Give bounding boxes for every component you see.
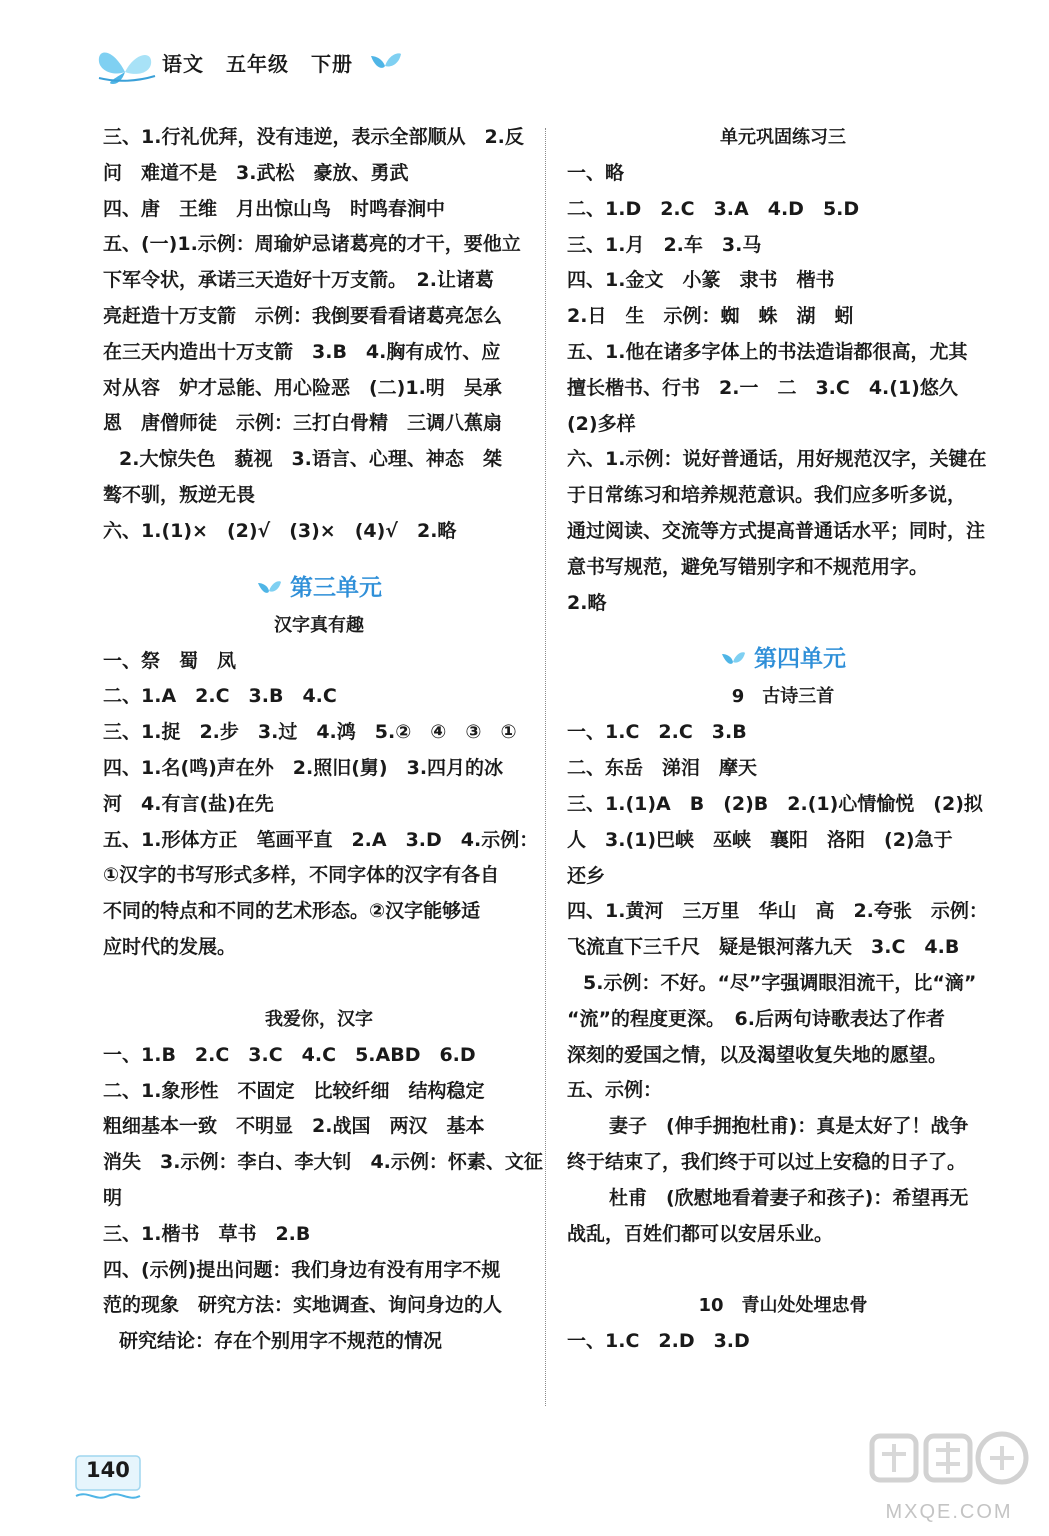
dialogue-line: 终于结束了，我们终于可以过上安稳的日子了。 <box>567 1150 967 1173</box>
butterfly-logo-icon <box>95 42 157 86</box>
answer-block-4 <box>567 156 999 621</box>
answer-line: 四、1.名(鸣)声在外 2.照旧(舅) 3.四月的冰 <box>103 756 504 779</box>
answer-line: 骜不驯，叛逆无畏 <box>103 483 256 506</box>
section-title: 10 青山处处埋忠骨 <box>698 1295 868 1317</box>
right-column <box>567 120 999 1360</box>
answer-line: 五、(一)1.示例：周瑜妒忌诸葛亮的才干，要他立 <box>103 233 521 256</box>
answer-block-3 <box>103 1038 543 1360</box>
answer-line: 五、1.他在诸多字体上的书法造诣都很高，尤其 <box>567 340 968 363</box>
answer-line: 不同的特点和不同的艺术形态。②汉字能够适 <box>103 900 481 923</box>
leaf-icon <box>720 650 746 668</box>
answer-line: 5.示例：不好。“尽”字强调眼泪流干，比“滴” <box>583 971 977 994</box>
answer-line: 粗细基本一致 不明显 2.战国 两汉 基本 <box>103 1115 485 1138</box>
answer-line: 对从容 妒才忌能、用心险恶 (二)1.明 吴承 <box>103 376 502 399</box>
section-title: 汉字真有趣 <box>274 614 364 636</box>
answer-block-1 <box>103 120 535 550</box>
answer-line: 于日常练习和培养规范意识。我们应多听多说， <box>567 484 967 507</box>
answer-line: 问 难道不是 3.武松 豪放、勇武 <box>103 161 409 184</box>
answer-line: 一、略 <box>567 162 625 184</box>
watermark-text: MXQE.COM <box>885 1501 1013 1523</box>
answer-line: 四、1.黄河 三万里 华山 高 2.夸张 示例： <box>567 900 988 923</box>
watermark-logo-icon <box>864 1424 1034 1504</box>
answer-block-5 <box>567 715 999 1109</box>
answer-line: 应时代的发展。 <box>103 935 237 958</box>
answer-line: 三、1.(1)A B (2)B 2.(1)心情愉悦 (2)拟 <box>567 792 983 815</box>
answer-line: ①汉字的书写形式多样，不同字体的汉字有各自 <box>103 864 500 887</box>
header-volume: 下册 <box>311 52 353 76</box>
answer-line: 一、1.C 2.D 3.D <box>567 1330 750 1353</box>
unit-heading <box>103 568 535 608</box>
answer-line: 亮赶造十万支箭 示例：我倒要看看诸葛亮怎么 <box>103 304 503 327</box>
dialogue-line: 战乱，百姓们都可以安居乐业。 <box>567 1222 834 1245</box>
answer-line: 三、1.楷书 草书 2.B <box>103 1222 311 1245</box>
answer-line: 一、1.C 2.C 3.B <box>567 721 747 744</box>
answer-line: 四、唐 王维 月出惊山鸟 时鸣春涧中 <box>103 197 446 220</box>
answer-line: 四、1.金文 小篆 隶书 楷书 <box>567 269 835 292</box>
section-title: 9 古诗三首 <box>731 686 835 708</box>
answer-line: 下军令状，承诺三天造好十万支箭。 2.让诸葛 <box>103 269 494 292</box>
answer-line: 恩 唐僧师徒 示例：三打白骨精 三调八蕉扇 <box>103 412 503 435</box>
answer-line: 三、1.行礼优拜，没有违逆，表示全部顺从 2.反 <box>103 126 524 148</box>
answer-line: 飞流直下三千尺 疑是银河落九天 3.C 4.B <box>567 936 960 959</box>
dialogue-block <box>567 1109 999 1252</box>
dialogue-line: 杜甫 (欣慰地看着妻子和孩子)：希望再无 <box>609 1186 969 1209</box>
section-title: 单元巩固练习三 <box>720 127 846 148</box>
answer-line: 三、1.月 2.车 3.马 <box>567 233 762 256</box>
unit-title: 第三单元 <box>290 574 382 601</box>
answer-line: 2.略 <box>567 591 607 614</box>
answer-line: “流”的程度更深。 6.后两句诗歌表达了作者 <box>567 1007 945 1030</box>
watermark <box>864 1424 1034 1528</box>
answer-line: 二、1.D 2.C 3.A 4.D 5.D <box>567 197 860 220</box>
answer-line: 在三天内造出十万支箭 3.B 4.胸有成竹、应 <box>103 340 501 363</box>
leaf-icon <box>256 579 282 597</box>
answer-line: 擅长楷书、行书 2.一 二 3.C 4.(1)悠久 <box>567 376 958 399</box>
header-subject: 语文 <box>162 52 204 76</box>
answer-line: 三、1.捉 2.步 3.过 4.鸿 5.② ④ ③ ① <box>103 721 517 744</box>
page-number <box>72 1452 144 1502</box>
left-column <box>103 120 543 1360</box>
answer-line: 二、东岳 涕泪 摩天 <box>567 757 758 780</box>
answer-line: 一、祭 蜀 凤 <box>103 649 237 672</box>
answer-line: 四、(示例)提出问题：我们身边有没有用字不规 <box>103 1258 501 1281</box>
answer-line: 二、1.象形性 不固定 比较纤细 结构稳定 <box>103 1079 485 1102</box>
answer-line: 通过阅读、交流等方式提高普通话水平；同时，注 <box>567 519 986 542</box>
header-title <box>162 48 375 77</box>
answer-line: 明 <box>103 1186 123 1209</box>
answer-line: (2)多样 <box>567 412 636 435</box>
answer-line: 二、1.A 2.C 3.B 4.C <box>103 685 337 708</box>
answer-line: 五、1.形体方正 笔画平直 2.A 3.D 4.示例： <box>103 828 539 851</box>
answer-line: 2.日 生 示例：蜘 蛛 湖 蚓 <box>567 305 854 328</box>
unit-title: 第四单元 <box>754 646 846 673</box>
page-number-text: 140 <box>86 1458 130 1482</box>
column-divider <box>545 128 546 1406</box>
answer-line: 范的现象 研究方法：实地调查、询问身边的人 <box>103 1294 503 1317</box>
answer-line: 2.大惊失色 藐视 3.语言、心理、神态 桀 <box>119 448 502 471</box>
section-title: 我爱你，汉字 <box>265 1008 373 1030</box>
answer-block-6 <box>567 1324 999 1360</box>
answer-line: 一、1.B 2.C 3.C 4.C 5.ABD 6.D <box>103 1043 476 1066</box>
header-grade: 五年级 <box>226 52 289 76</box>
page-header <box>95 42 425 86</box>
dialogue-line: 妻子 (伸手拥抱杜甫)：真是太好了！战争 <box>609 1115 969 1138</box>
answer-block-2 <box>103 644 539 966</box>
answer-line: 河 4.有言(盐)在先 <box>103 792 274 815</box>
answer-line: 消失 3.示例：李白、李大钊 4.示例：怀素、文征 <box>103 1151 543 1174</box>
answer-line: 六、1.示例：说好普通话，用好规范汉字，关键在 <box>567 448 987 471</box>
answer-line: 深刻的爱国之情，以及渴望收复失地的愿望。 <box>567 1043 948 1066</box>
answer-line: 意书写规范，避免写错别字和不规范用字。 <box>567 555 929 578</box>
unit-heading <box>567 639 999 679</box>
answer-line: 六、1.(1)× (2)√ (3)× (4)√ 2.略 <box>103 519 457 542</box>
answer-line: 还乡 <box>567 864 606 887</box>
leaf-ornament-icon <box>367 50 403 72</box>
answer-line: 人 3.(1)巴峡 巫峡 襄阳 洛阳 (2)急于 <box>567 828 953 851</box>
answer-line: 五、示例： <box>567 1079 663 1102</box>
answer-line: 研究结论：存在个别用字不规范的情况 <box>119 1330 443 1353</box>
